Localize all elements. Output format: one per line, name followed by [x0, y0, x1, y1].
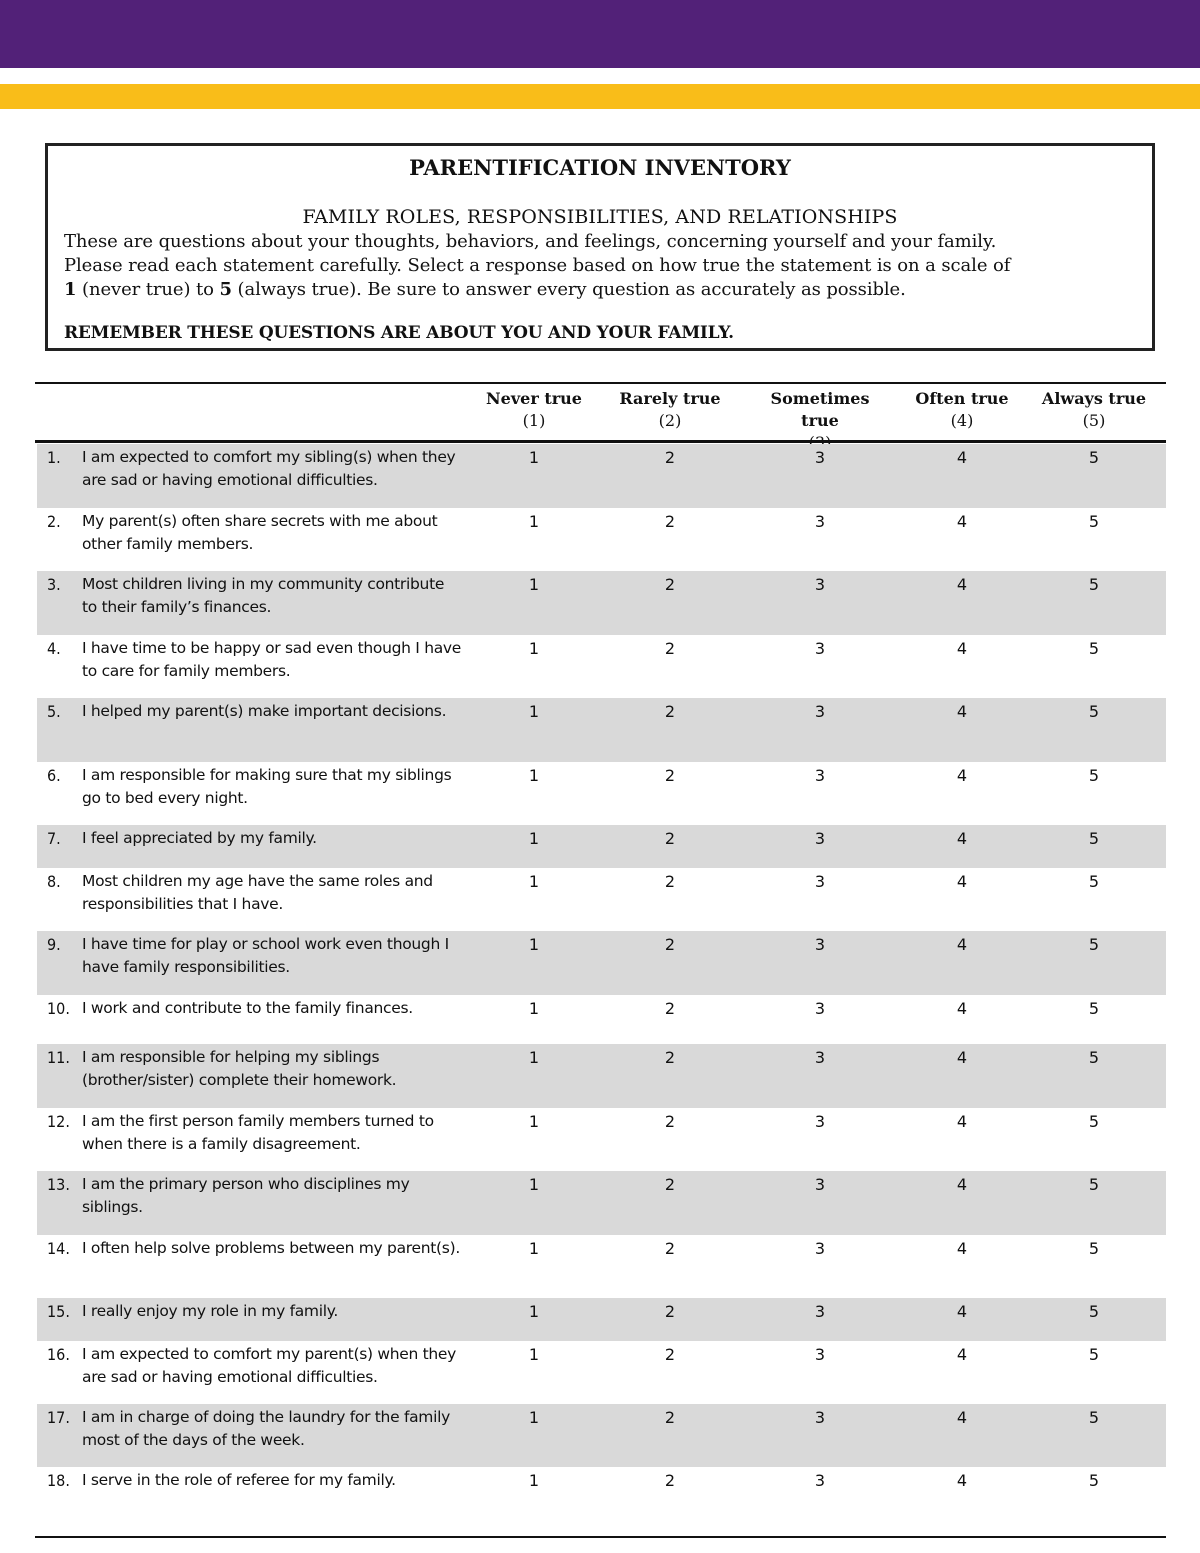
question-row — [37, 931, 1166, 995]
response-option-1[interactable]: 1 — [528, 702, 540, 721]
response-option-5[interactable]: 5 — [1088, 999, 1100, 1018]
response-option-3[interactable]: 3 — [814, 1408, 826, 1427]
response-option-4[interactable]: 4 — [956, 766, 968, 785]
scale-header-label: Often true — [915, 389, 1009, 408]
response-option-5[interactable]: 5 — [1088, 829, 1100, 848]
question-row — [37, 1341, 1166, 1404]
question-text: Most children my age have the same roles and responsibilities that I have. — [82, 872, 433, 913]
response-option-5[interactable]: 5 — [1088, 1471, 1100, 1490]
question-text: I am the primary person who disciplines my siblings. — [82, 1175, 410, 1216]
question-text: I feel appreciated by my family. — [82, 829, 317, 847]
response-option-3[interactable]: 3 — [814, 1471, 826, 1490]
response-option-4[interactable]: 4 — [956, 702, 968, 721]
response-option-5[interactable]: 5 — [1088, 1302, 1100, 1321]
instructions-line-3b: (always true). Be sure to answer every question as accurately as possible. — [231, 279, 906, 300]
question-row — [37, 1171, 1166, 1235]
question-row — [37, 1044, 1166, 1108]
instructions-line-3a: (never true) to — [76, 279, 220, 300]
response-option-2[interactable]: 2 — [664, 639, 676, 658]
question-text: Most children living in my community contribute to their family’s finances. — [82, 575, 445, 616]
question-number: 1. — [47, 448, 61, 467]
scale-header-value: (5) — [1082, 411, 1106, 430]
response-option-4[interactable]: 4 — [956, 829, 968, 848]
response-option-5[interactable]: 5 — [1088, 872, 1100, 891]
response-option-5[interactable]: 5 — [1088, 448, 1100, 467]
instructions-box — [45, 143, 1155, 351]
response-option-3[interactable]: 3 — [814, 999, 826, 1018]
question-text: I work and contribute to the family finances. — [82, 999, 413, 1017]
question-row — [37, 635, 1166, 698]
response-option-3[interactable]: 3 — [814, 702, 826, 721]
question-number: 2. — [47, 512, 61, 531]
question-row — [37, 508, 1166, 571]
response-option-2[interactable]: 2 — [664, 766, 676, 785]
scale-header-1 — [464, 388, 604, 432]
question-number: 8. — [47, 872, 61, 891]
question-text: I am responsible for making sure that my siblings go to bed every night. — [82, 766, 452, 807]
response-option-4[interactable]: 4 — [956, 1048, 968, 1067]
response-option-4[interactable]: 4 — [956, 872, 968, 891]
response-option-4[interactable]: 4 — [956, 935, 968, 954]
scale-header-5 — [1024, 388, 1164, 432]
question-text: I often help solve problems between my parent(s). — [82, 1239, 460, 1257]
response-option-5[interactable]: 5 — [1088, 1345, 1100, 1364]
response-option-3[interactable]: 3 — [814, 1175, 826, 1194]
scale-min: 1 — [64, 279, 77, 300]
response-option-4[interactable]: 4 — [956, 999, 968, 1018]
response-option-2[interactable]: 2 — [664, 935, 676, 954]
response-option-3[interactable]: 3 — [814, 1048, 826, 1067]
response-option-3[interactable]: 3 — [814, 448, 826, 467]
response-option-3[interactable]: 3 — [814, 1112, 826, 1131]
response-option-4[interactable]: 4 — [956, 639, 968, 658]
question-number: 3. — [47, 575, 61, 594]
response-option-3[interactable]: 3 — [814, 935, 826, 954]
scale-header-label: Always true — [1041, 389, 1147, 408]
instructions-line-1: These are questions about your thoughts, behaviors, and feelings, concerning yourself and your family. — [64, 231, 997, 252]
response-option-2[interactable]: 2 — [664, 1345, 676, 1364]
question-text: I really enjoy my role in my family. — [82, 1302, 339, 1320]
question-row — [37, 698, 1166, 762]
question-number: 4. — [47, 639, 61, 658]
scale-header-4 — [892, 388, 1032, 432]
response-option-2[interactable]: 2 — [664, 702, 676, 721]
response-option-2[interactable]: 2 — [664, 999, 676, 1018]
response-option-1[interactable]: 1 — [528, 448, 540, 467]
response-option-3[interactable]: 3 — [814, 1239, 826, 1258]
scale-header-value: (2) — [658, 411, 682, 430]
scale-max: 5 — [219, 279, 232, 300]
table-header-rule — [35, 440, 1166, 443]
question-row — [37, 1235, 1166, 1298]
response-option-5[interactable]: 5 — [1088, 1239, 1100, 1258]
table-bottom-rule — [35, 1536, 1166, 1538]
response-option-1[interactable]: 1 — [528, 575, 540, 594]
question-number: 5. — [47, 702, 61, 721]
scale-header-label: Sometimes true — [770, 389, 870, 430]
response-option-2[interactable]: 2 — [664, 512, 676, 531]
question-text: I helped my parent(s) make important decisions. — [82, 702, 447, 720]
question-number: 17. — [47, 1408, 70, 1427]
question-text: I am responsible for helping my siblings (brother/sister) complete their homework. — [82, 1048, 397, 1089]
response-option-5[interactable]: 5 — [1088, 1112, 1100, 1131]
response-option-1[interactable]: 1 — [528, 935, 540, 954]
response-option-5[interactable]: 5 — [1088, 935, 1100, 954]
question-table — [37, 444, 1166, 1531]
response-option-1[interactable]: 1 — [528, 1175, 540, 1194]
response-option-5[interactable]: 5 — [1088, 512, 1100, 531]
instructions-line-2: Please read each statement carefully. Select a response based on how true the statement is on a scale of — [64, 255, 1011, 276]
question-number: 11. — [47, 1048, 70, 1067]
table-top-rule — [35, 382, 1166, 384]
instructions-text — [64, 230, 1136, 302]
question-row — [37, 1467, 1166, 1531]
response-option-2[interactable]: 2 — [664, 1239, 676, 1258]
response-option-1[interactable]: 1 — [528, 1302, 540, 1321]
question-row — [37, 868, 1166, 931]
response-option-3[interactable]: 3 — [814, 1302, 826, 1321]
response-option-1[interactable]: 1 — [528, 1112, 540, 1131]
response-option-5[interactable]: 5 — [1088, 702, 1100, 721]
question-row — [37, 1298, 1166, 1341]
question-text: My parent(s) often share secrets with me about other family members. — [82, 512, 438, 553]
response-option-3[interactable]: 3 — [814, 1345, 826, 1364]
response-option-5[interactable]: 5 — [1088, 1175, 1100, 1194]
response-option-1[interactable]: 1 — [528, 1408, 540, 1427]
response-option-2[interactable]: 2 — [664, 1048, 676, 1067]
response-option-3[interactable]: 3 — [814, 639, 826, 658]
response-option-3[interactable]: 3 — [814, 872, 826, 891]
response-option-4[interactable]: 4 — [956, 1471, 968, 1490]
response-option-4[interactable]: 4 — [956, 448, 968, 467]
response-option-2[interactable]: 2 — [664, 1112, 676, 1131]
question-row — [37, 1404, 1166, 1467]
response-option-4[interactable]: 4 — [956, 1345, 968, 1364]
response-option-4[interactable]: 4 — [956, 1239, 968, 1258]
response-option-2[interactable]: 2 — [664, 1175, 676, 1194]
response-option-1[interactable]: 1 — [528, 766, 540, 785]
response-option-4[interactable]: 4 — [956, 512, 968, 531]
question-number: 18. — [47, 1471, 70, 1490]
response-option-4[interactable]: 4 — [956, 1112, 968, 1131]
header-purple-band — [0, 0, 1200, 68]
response-option-2[interactable]: 2 — [664, 1471, 676, 1490]
question-number: 9. — [47, 935, 61, 954]
response-option-1[interactable]: 1 — [528, 1048, 540, 1067]
scale-header-value: (1) — [522, 411, 546, 430]
response-option-2[interactable]: 2 — [664, 1408, 676, 1427]
question-number: 6. — [47, 766, 61, 785]
response-option-4[interactable]: 4 — [956, 575, 968, 594]
scale-header-2 — [600, 388, 740, 432]
reminder-text: REMEMBER THESE QUESTIONS ARE ABOUT YOU AND YOUR FAMILY. — [64, 323, 734, 343]
response-option-5[interactable]: 5 — [1088, 1408, 1100, 1427]
question-text: I have time to be happy or sad even though I have to care for family members. — [82, 639, 462, 680]
response-option-2[interactable]: 2 — [664, 448, 676, 467]
response-option-5[interactable]: 5 — [1088, 766, 1100, 785]
question-row — [37, 571, 1166, 635]
response-option-4[interactable]: 4 — [956, 1408, 968, 1427]
question-row — [37, 825, 1166, 868]
response-option-2[interactable]: 2 — [664, 1302, 676, 1321]
page-title: PARENTIFICATION INVENTORY — [409, 155, 791, 180]
response-option-1[interactable]: 1 — [528, 829, 540, 848]
response-option-1[interactable]: 1 — [528, 872, 540, 891]
response-option-3[interactable]: 3 — [814, 829, 826, 848]
question-text: I serve in the role of referee for my family. — [82, 1471, 396, 1489]
question-text: I am in charge of doing the laundry for the family most of the days of the week. — [82, 1408, 450, 1449]
question-row — [37, 1108, 1166, 1171]
question-row — [37, 995, 1166, 1044]
question-number: 12. — [47, 1112, 70, 1131]
response-option-2[interactable]: 2 — [664, 575, 676, 594]
response-option-3[interactable]: 3 — [814, 575, 826, 594]
response-option-1[interactable]: 1 — [528, 639, 540, 658]
response-option-2[interactable]: 2 — [664, 829, 676, 848]
header-gold-band — [0, 84, 1200, 109]
page-subtitle: FAMILY ROLES, RESPONSIBILITIES, AND RELATIONSHIPS — [302, 206, 898, 228]
response-option-3[interactable]: 3 — [814, 766, 826, 785]
response-option-3[interactable]: 3 — [814, 512, 826, 531]
response-option-1[interactable]: 1 — [528, 1239, 540, 1258]
response-option-1[interactable]: 1 — [528, 1471, 540, 1490]
response-option-4[interactable]: 4 — [956, 1302, 968, 1321]
scale-header-label: Rarely true — [619, 389, 721, 408]
question-number: 16. — [47, 1345, 70, 1364]
question-number: 7. — [47, 829, 61, 848]
response-option-5[interactable]: 5 — [1088, 639, 1100, 658]
response-option-1[interactable]: 1 — [528, 999, 540, 1018]
question-text: I am expected to comfort my sibling(s) when they are sad or having emotional difficulties. — [82, 448, 456, 489]
question-text: I am the first person family members turned to when there is a family disagreement. — [82, 1112, 434, 1153]
response-option-2[interactable]: 2 — [664, 872, 676, 891]
response-option-4[interactable]: 4 — [956, 1175, 968, 1194]
question-row — [37, 762, 1166, 825]
response-option-1[interactable]: 1 — [528, 512, 540, 531]
question-number: 14. — [47, 1239, 70, 1258]
question-number: 15. — [47, 1302, 70, 1321]
scale-header-value: (4) — [950, 411, 974, 430]
question-text: I have time for play or school work even though I have family responsibilities. — [82, 935, 449, 976]
question-number: 13. — [47, 1175, 70, 1194]
scale-header-label: Never true — [486, 389, 582, 408]
question-text: I am expected to comfort my parent(s) when they are sad or having emotional difficulties. — [82, 1345, 457, 1386]
question-number: 10. — [47, 999, 70, 1018]
question-row — [37, 444, 1166, 508]
response-option-5[interactable]: 5 — [1088, 1048, 1100, 1067]
response-option-5[interactable]: 5 — [1088, 575, 1100, 594]
response-option-1[interactable]: 1 — [528, 1345, 540, 1364]
